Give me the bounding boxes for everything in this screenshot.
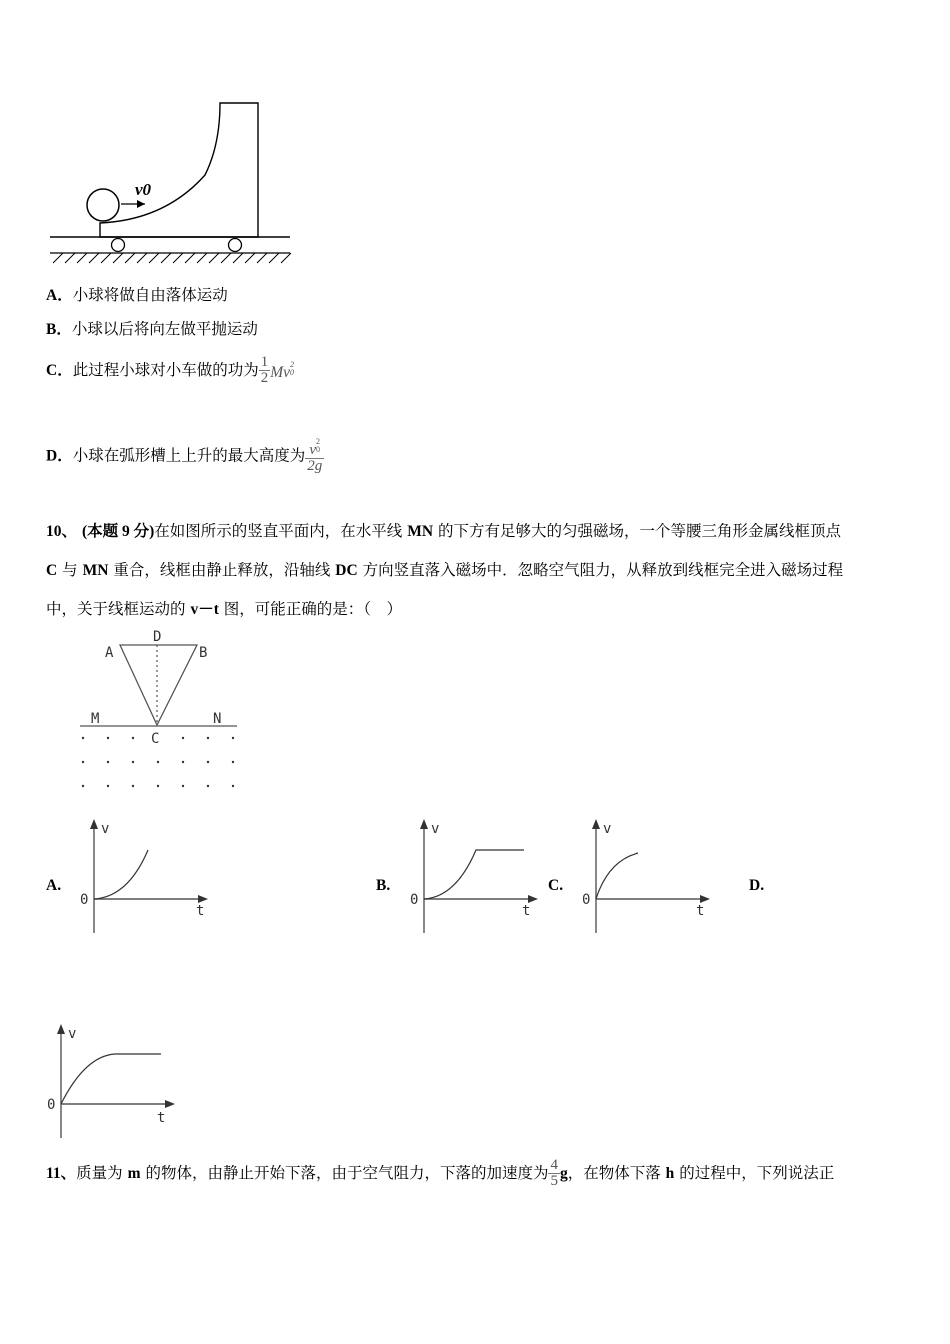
q10-option-c[interactable]: C.: [548, 877, 564, 894]
triangle-frame-figure: [75, 625, 245, 795]
q10-option-a[interactable]: A.: [46, 877, 62, 894]
svg-text:0: 0: [582, 892, 591, 908]
svg-text:A: A: [105, 645, 114, 661]
svg-text:v: v: [68, 1026, 77, 1042]
svg-text:v: v: [603, 821, 612, 837]
svg-text:t: t: [196, 903, 205, 919]
vt-graph-a: [76, 815, 216, 937]
svg-text:0: 0: [80, 892, 89, 908]
vt-graph-d: [43, 1020, 183, 1142]
q11-stem: 11、质量为 m 的物体，由静止开始下落，由于空气阻力，下落的加速度为 $\frac{4}{5}$ g，在物体下落 h 的过程中，下列说法正: [46, 1157, 835, 1189]
svg-text:v: v: [101, 821, 110, 837]
fraction-one-half: $\frac{1}{2}$: [260, 354, 269, 386]
svg-text:v: v: [431, 821, 440, 837]
svg-text:0: 0: [47, 1097, 56, 1113]
svg-text:M: M: [91, 711, 100, 727]
svg-text:B: B: [199, 645, 208, 661]
velocity-label: v0: [135, 180, 152, 199]
svg-text:N: N: [213, 711, 222, 727]
svg-text:t: t: [696, 903, 705, 919]
q9-option-c[interactable]: C．此过程小球对小车做的功为 $\frac{1}{2}$ Mv 2 0: [46, 354, 295, 386]
q9-option-d[interactable]: D．小球在弧形槽上上升的最大高度为 v 2 0 2g: [46, 437, 323, 474]
fraction-four-fifths: $\frac{4}{5}$: [550, 1157, 558, 1189]
vt-graph-b: [406, 815, 546, 937]
mv-squared: Mv 2 0: [270, 359, 295, 381]
fraction-v0sq-over-2g: v 2 0 2g: [307, 437, 323, 474]
cart-track-figure: [45, 95, 300, 270]
q9-option-a[interactable]: A．小球将做自由落体运动: [46, 286, 228, 304]
q10-stem: 10、 (本题 9 分)在如图所示的竖直平面内，在水平线 MN 的下方有足够大的匀强磁场，一个等腰三角形金属线框顶点 C 与 MN 重合，线框由静止释放，沿轴线 DC 方向竖直落入磁场中．忽略空气阻力，从释放到线框完全进入磁场过程 中，关于线框运动的 v－t 图，可能正确的是：（ ）: [46, 522, 844, 618]
svg-text:0: 0: [410, 892, 419, 908]
svg-text:t: t: [522, 903, 531, 919]
q10-option-b[interactable]: B.: [376, 877, 391, 894]
svg-text:D: D: [153, 629, 162, 645]
svg-text:t: t: [157, 1110, 166, 1126]
svg-text:C: C: [151, 731, 160, 747]
q10-option-d[interactable]: D.: [749, 877, 765, 894]
vt-graph-c: [578, 815, 718, 937]
q9-option-b[interactable]: B．小球以后将向左做平抛运动: [46, 320, 258, 338]
